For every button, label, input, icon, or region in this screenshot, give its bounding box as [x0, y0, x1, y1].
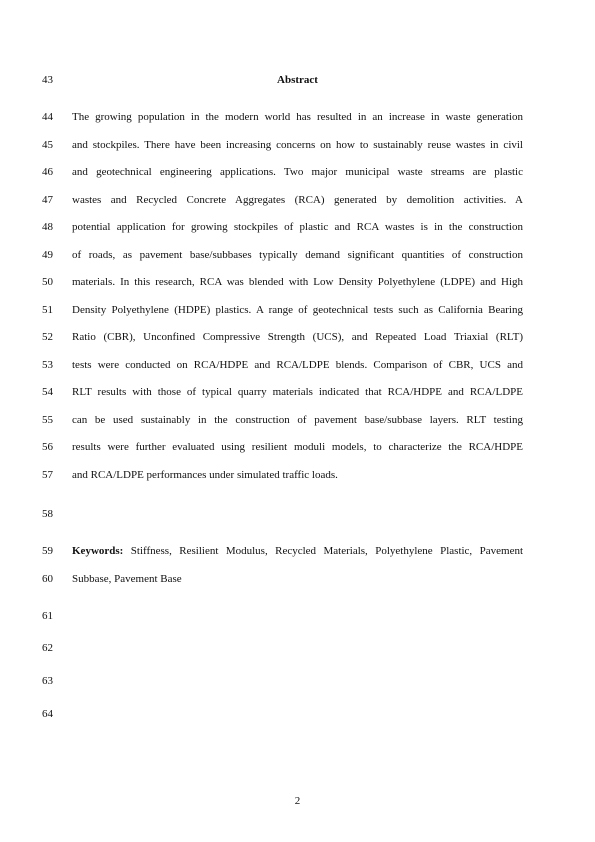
line-number: 52 — [42, 331, 53, 343]
line-number: 59 — [42, 545, 53, 557]
abstract-line: tests were conducted on RCA/HDPE and RCA/LDPE blends. Comparison of CBR, UCS and — [72, 359, 523, 371]
abstract-heading: Abstract — [277, 74, 318, 86]
keywords-line — [72, 544, 523, 558]
keywords-text: Stiffness, Resilient Modulus, Recycled Materials, Polyethylene Plastic, Pavement — [130, 545, 524, 557]
line-number: 56 — [42, 441, 53, 453]
keywords-line: Subbase, Pavement Base — [72, 573, 182, 585]
line-number: 47 — [42, 194, 53, 206]
line-number: 43 — [42, 74, 53, 86]
line-number: 46 — [42, 166, 53, 178]
page-number: 2 — [294, 795, 301, 807]
line-number: 50 — [42, 276, 53, 288]
line-number: 58 — [42, 508, 53, 520]
abstract-line: Density Polyethylene (HDPE) plastics. A range of geotechnical tests such as California Bearing — [72, 304, 523, 316]
abstract-line: can be used sustainably in the construction of pavement base/subbase layers. RLT testing — [72, 414, 523, 426]
line-number: 48 — [42, 221, 53, 233]
abstract-line: results were further evaluated using resilient moduli models, to characterize the RCA/HDPE — [72, 441, 523, 453]
abstract-line: of roads, as pavement base/subbases typically demand significant quantities of construction — [72, 249, 523, 261]
line-number: 54 — [42, 386, 53, 398]
abstract-line: The growing population in the modern world has resulted in an increase in waste generation — [72, 111, 523, 123]
line-number: 61 — [42, 610, 53, 622]
line-number: 49 — [42, 249, 53, 261]
line-number: 45 — [42, 139, 53, 151]
abstract-line: potential application for growing stockpiles of plastic and RCA wastes is in the construction — [72, 221, 523, 233]
abstract-line: Ratio (CBR), Unconfined Compressive Strength (UCS), and Repeated Load Triaxial (RLT) — [72, 331, 523, 343]
line-number: 60 — [42, 573, 53, 585]
abstract-line: and RCA/LDPE performances under simulated traffic loads. — [72, 469, 338, 481]
keywords-label: Keywords: — [72, 545, 124, 557]
line-number: 57 — [42, 469, 53, 481]
abstract-line: wastes and Recycled Concrete Aggregates (RCA) generated by demolition activities. A — [72, 194, 523, 206]
line-number: 51 — [42, 304, 53, 316]
line-number: 64 — [42, 708, 53, 720]
abstract-line: and geotechnical engineering applications. Two major municipal waste streams are plastic — [72, 166, 523, 178]
line-number: 63 — [42, 675, 53, 687]
line-number: 55 — [42, 414, 53, 426]
line-number: 53 — [42, 359, 53, 371]
abstract-line: materials. In this research, RCA was blended with Low Density Polyethylene (LDPE) and High — [72, 276, 523, 288]
line-number: 62 — [42, 642, 53, 654]
abstract-line: and stockpiles. There have been increasing concerns on how to sustainably reuse wastes in civil — [72, 139, 523, 151]
line-number: 44 — [42, 111, 53, 123]
abstract-line: RLT results with those of typical quarry materials indicated that RCA/HDPE and RCA/LDPE — [72, 386, 523, 398]
